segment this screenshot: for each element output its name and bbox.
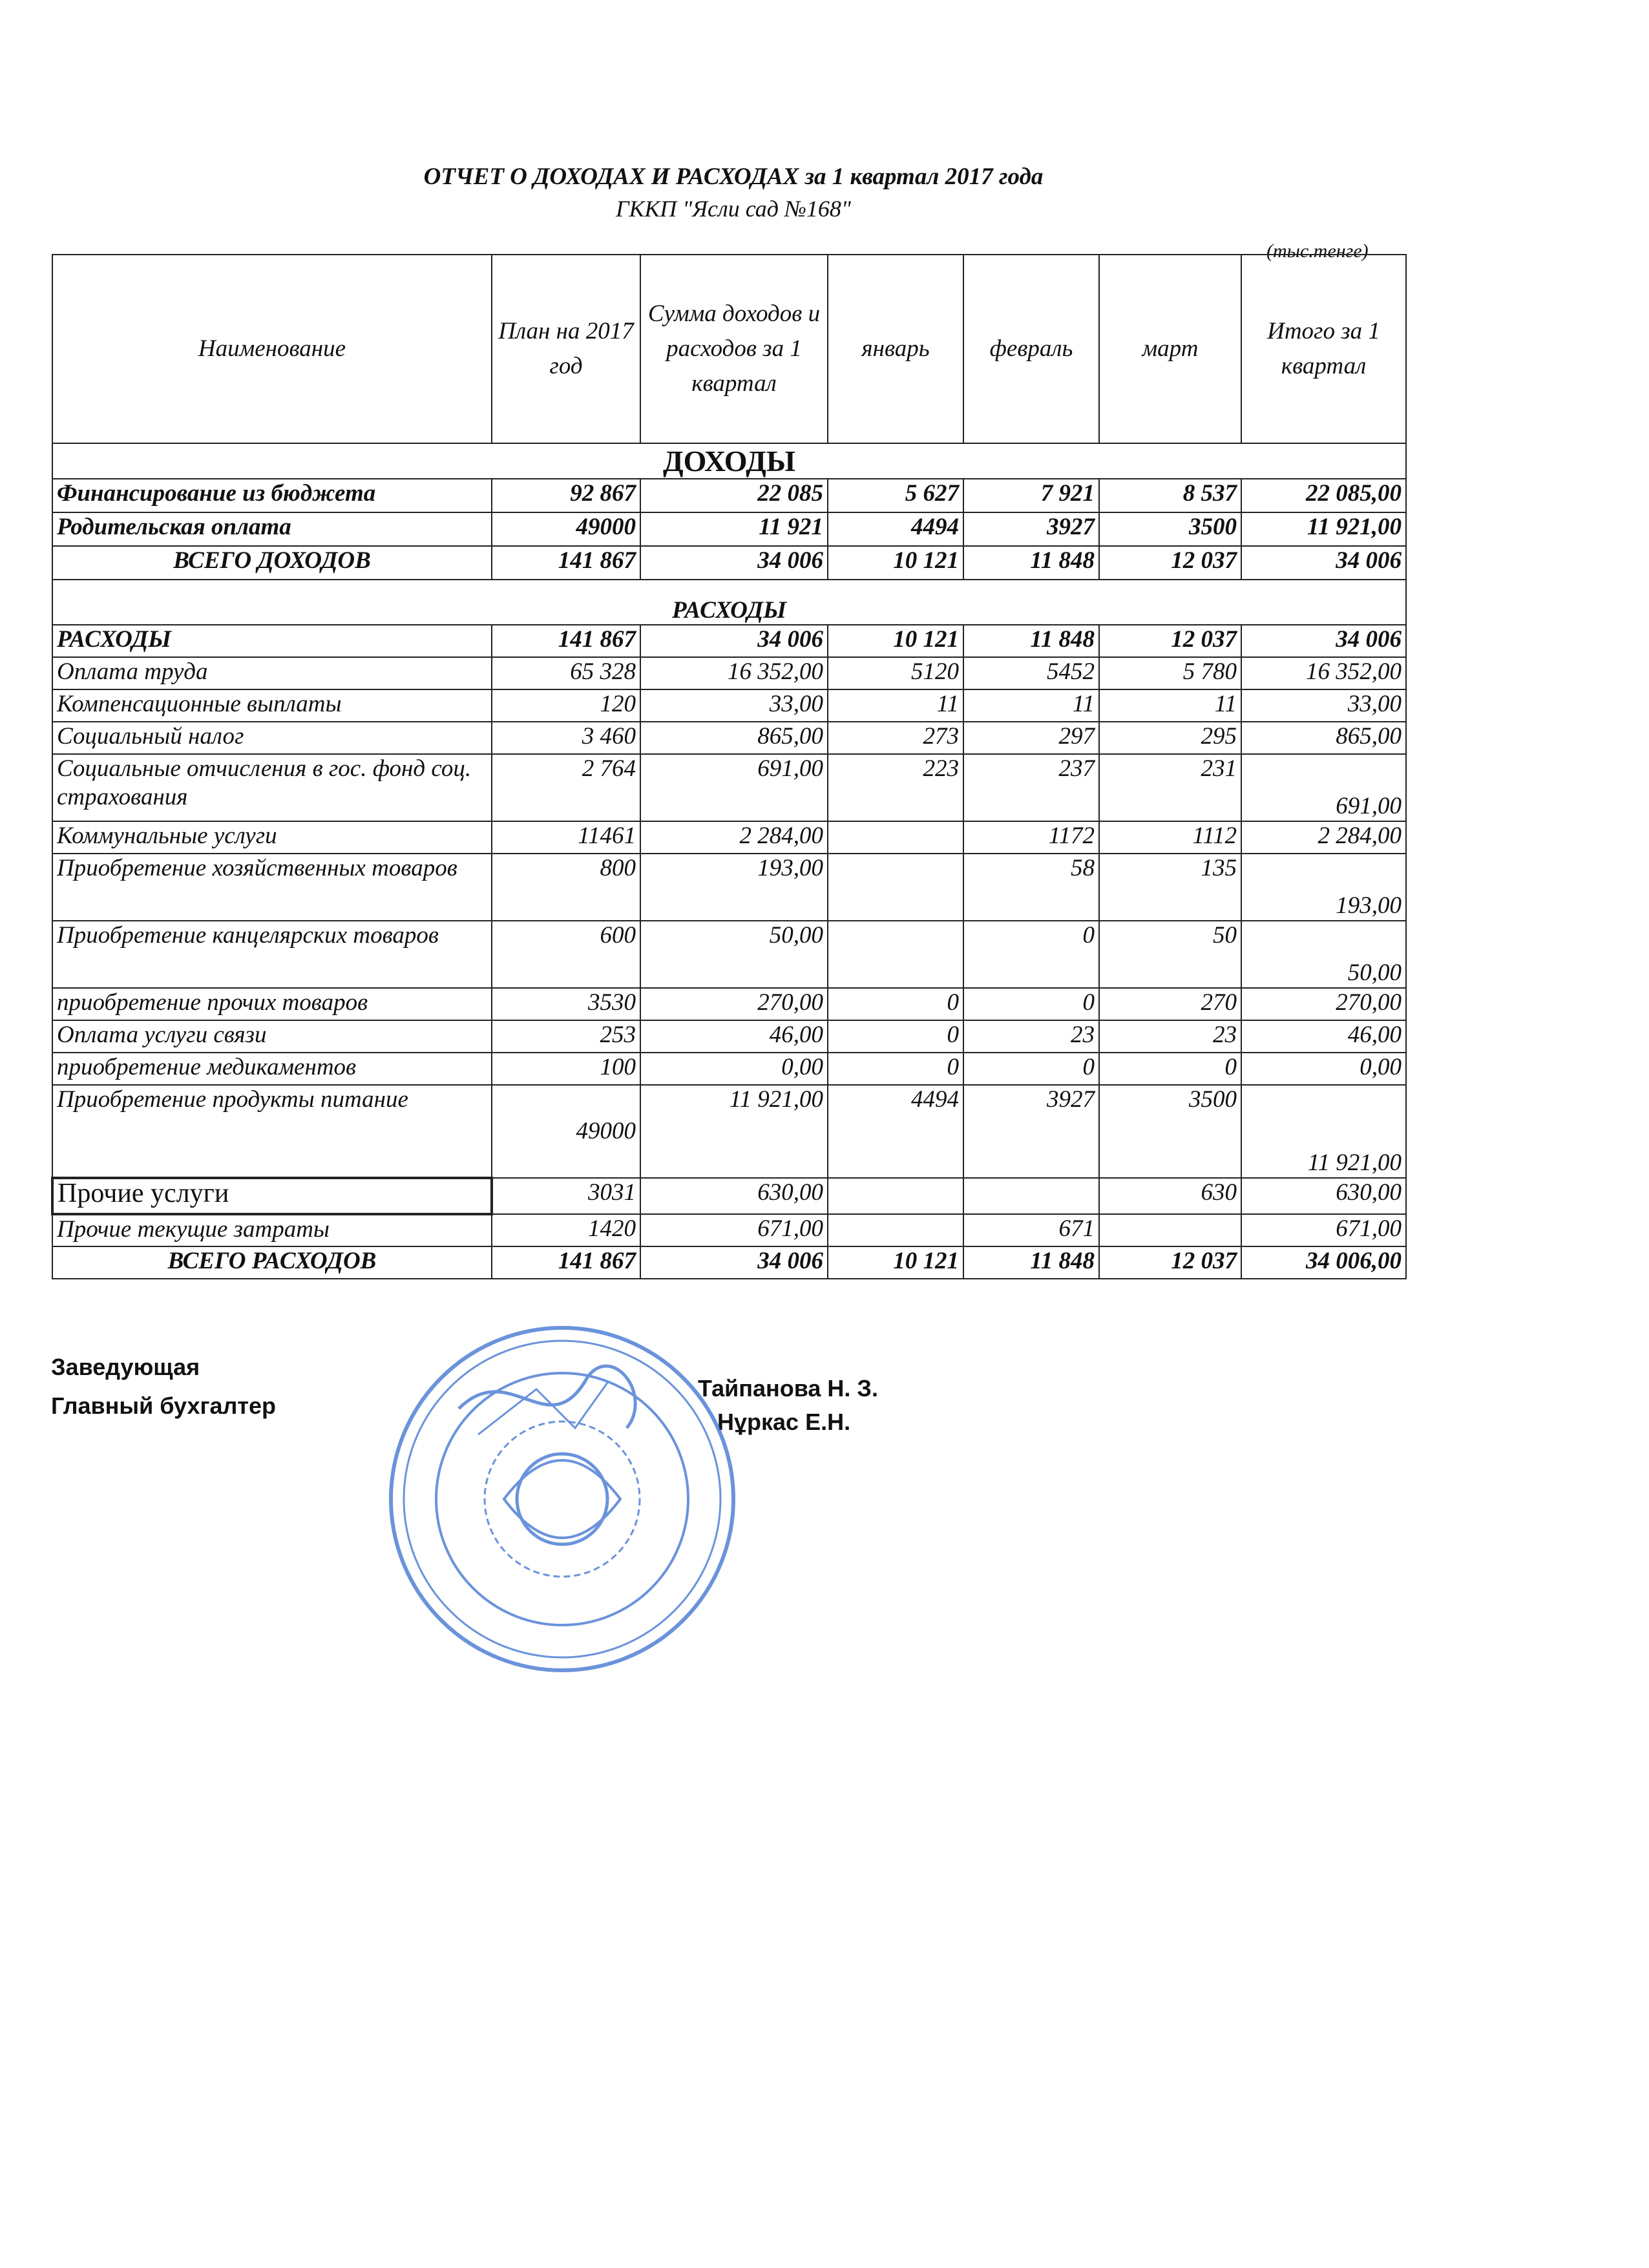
cell-value bbox=[1099, 1214, 1241, 1246]
cell-value: 253 bbox=[492, 1020, 640, 1053]
row-label: Приобретение канцелярских товаров bbox=[52, 921, 492, 988]
table-row bbox=[52, 689, 1406, 722]
table-row bbox=[52, 921, 1406, 988]
cell-value: 12 037 bbox=[1099, 546, 1241, 580]
cell-value: 34 006 bbox=[640, 546, 828, 580]
table-row bbox=[52, 625, 1406, 657]
cell-value: 46,00 bbox=[1241, 1020, 1406, 1053]
cell-value: 0 bbox=[963, 988, 1099, 1020]
cell-value: 273 bbox=[828, 722, 963, 754]
row-label: Финансирование из бюджета bbox=[52, 479, 492, 512]
units-label: (тыс.тенге) bbox=[1266, 240, 1369, 262]
cell-value: 0,00 bbox=[640, 1053, 828, 1085]
accountant-title: Главный бухгалтер bbox=[51, 1392, 277, 1419]
cell-value: 34 006 bbox=[640, 625, 828, 657]
cell-value: 0 bbox=[828, 1020, 963, 1053]
row-label: ВСЕГО ДОХОДОВ bbox=[52, 546, 492, 580]
cell-value: 11 bbox=[1099, 689, 1241, 722]
report-table bbox=[51, 254, 1407, 1279]
cell-value: 0 bbox=[963, 1053, 1099, 1085]
row-label: Родительская оплата bbox=[52, 512, 492, 546]
table-row bbox=[52, 988, 1406, 1020]
cell-value: 12 037 bbox=[1099, 1246, 1241, 1279]
table-row bbox=[52, 854, 1406, 921]
cell-value: 0 bbox=[828, 1053, 963, 1085]
cell-value: 3500 bbox=[1099, 512, 1241, 546]
cell-value: 3 460 bbox=[492, 722, 640, 754]
col-header-sum: Сумма доходов и расходов за 1 квартал bbox=[640, 255, 828, 443]
cell-value: 865,00 bbox=[640, 722, 828, 754]
cell-value: 270,00 bbox=[1241, 988, 1406, 1020]
cell-value: 5120 bbox=[828, 657, 963, 689]
cell-value: 691,00 bbox=[640, 754, 828, 821]
cell-value: 5452 bbox=[963, 657, 1099, 689]
cell-value: 0,00 bbox=[1241, 1053, 1406, 1085]
expense-section-row bbox=[52, 580, 1406, 625]
cell-value: 8 537 bbox=[1099, 479, 1241, 512]
cell-value: 630 bbox=[1099, 1178, 1241, 1214]
cell-value bbox=[828, 1178, 963, 1214]
cell-value: 11461 bbox=[492, 821, 640, 854]
cell-value bbox=[828, 854, 963, 921]
cell-value: 92 867 bbox=[492, 479, 640, 512]
cell-value: 141 867 bbox=[492, 625, 640, 657]
table-row bbox=[52, 821, 1406, 854]
cell-value: 3031 bbox=[492, 1178, 640, 1214]
row-label: Прочие текущие затраты bbox=[52, 1214, 492, 1246]
cell-value: 5 627 bbox=[828, 479, 963, 512]
table-row bbox=[52, 657, 1406, 689]
col-header-plan: План на 2017 год bbox=[492, 255, 640, 443]
cell-value: 1172 bbox=[963, 821, 1099, 854]
row-label: РАСХОДЫ bbox=[52, 625, 492, 657]
cell-value: 22 085,00 bbox=[1241, 479, 1406, 512]
cell-value: 3500 bbox=[1099, 1085, 1241, 1178]
cell-value: 270,00 bbox=[640, 988, 828, 1020]
cell-value: 3927 bbox=[963, 512, 1099, 546]
cell-value: 11 848 bbox=[963, 546, 1099, 580]
cell-value: 3530 bbox=[492, 988, 640, 1020]
cell-value: 34 006 bbox=[1241, 625, 1406, 657]
row-label: приобретение прочих товаров bbox=[52, 988, 492, 1020]
cell-value: 34 006 bbox=[1241, 546, 1406, 580]
table-row bbox=[52, 754, 1406, 821]
accountant-name: Нұркас Е.Н. bbox=[717, 1409, 851, 1435]
row-label: Оплата услуги связи bbox=[52, 1020, 492, 1053]
cell-value: 671 bbox=[963, 1214, 1099, 1246]
cell-value: 11 921,00 bbox=[1241, 512, 1406, 546]
row-label: приобретение медикаментов bbox=[52, 1053, 492, 1085]
cell-value: 49000 bbox=[492, 1085, 640, 1178]
cell-value: 0 bbox=[1099, 1053, 1241, 1085]
row-label: Социальные отчисления в гос. фонд соц. страхования bbox=[52, 754, 492, 821]
cell-value: 11 bbox=[963, 689, 1099, 722]
cell-value: 865,00 bbox=[1241, 722, 1406, 754]
cell-value: 120 bbox=[492, 689, 640, 722]
cell-value: 295 bbox=[1099, 722, 1241, 754]
cell-value: 237 bbox=[963, 754, 1099, 821]
header-row bbox=[52, 255, 1406, 443]
cell-value: 23 bbox=[1099, 1020, 1241, 1053]
cell-value: 50 bbox=[1099, 921, 1241, 988]
cell-value: 34 006,00 bbox=[1241, 1246, 1406, 1279]
official-seal-stamp bbox=[381, 1318, 743, 1680]
row-label: Приобретение хозяйственных товаров bbox=[52, 854, 492, 921]
cell-value bbox=[963, 1178, 1099, 1214]
income-section-row bbox=[52, 443, 1406, 479]
cell-value: 223 bbox=[828, 754, 963, 821]
head-name: Тайпанова Н. З. bbox=[698, 1375, 878, 1402]
cell-value: 231 bbox=[1099, 754, 1241, 821]
cell-value: 11 921 bbox=[640, 512, 828, 546]
table-row bbox=[52, 512, 1406, 546]
cell-value: 22 085 bbox=[640, 479, 828, 512]
cell-value: 2 284,00 bbox=[640, 821, 828, 854]
cell-value: 4494 bbox=[828, 512, 963, 546]
row-label: Социальный налог bbox=[52, 722, 492, 754]
cell-value: 671,00 bbox=[1241, 1214, 1406, 1246]
cell-value: 11 848 bbox=[963, 625, 1099, 657]
row-label: ВСЕГО РАСХОДОВ bbox=[52, 1246, 492, 1279]
income-section-title: ДОХОДЫ bbox=[52, 443, 1406, 479]
table-row bbox=[52, 1020, 1406, 1053]
cell-value: 1112 bbox=[1099, 821, 1241, 854]
cell-value: 23 bbox=[963, 1020, 1099, 1053]
cell-value: 2 284,00 bbox=[1241, 821, 1406, 854]
cell-value: 297 bbox=[963, 722, 1099, 754]
cell-value bbox=[828, 921, 963, 988]
cell-value: 16 352,00 bbox=[1241, 657, 1406, 689]
cell-value: 270 bbox=[1099, 988, 1241, 1020]
cell-value: 671,00 bbox=[640, 1214, 828, 1246]
cell-value: 46,00 bbox=[640, 1020, 828, 1053]
table-row bbox=[52, 722, 1406, 754]
col-header-mar: март bbox=[1099, 255, 1241, 443]
cell-value: 630,00 bbox=[640, 1178, 828, 1214]
row-label: Коммунальные услуги bbox=[52, 821, 492, 854]
col-header-total: Итого за 1 квартал bbox=[1241, 255, 1406, 443]
cell-value: 800 bbox=[492, 854, 640, 921]
table-row bbox=[52, 1214, 1406, 1246]
cell-value: 135 bbox=[1099, 854, 1241, 921]
cell-value: 3927 bbox=[963, 1085, 1099, 1178]
cell-value: 50,00 bbox=[640, 921, 828, 988]
row-label: Прочие услуги bbox=[52, 1178, 492, 1214]
table-row bbox=[52, 546, 1406, 580]
cell-value: 34 006 bbox=[640, 1246, 828, 1279]
cell-value: 11 921,00 bbox=[1241, 1085, 1406, 1178]
table-row bbox=[52, 1178, 1406, 1214]
report-subtitle: ГККП "Ясли сад №168" bbox=[615, 196, 852, 222]
cell-value: 193,00 bbox=[640, 854, 828, 921]
cell-value: 50,00 bbox=[1241, 921, 1406, 988]
table-row bbox=[52, 1246, 1406, 1279]
col-header-name: Наименование bbox=[52, 255, 492, 443]
cell-value: 58 bbox=[963, 854, 1099, 921]
cell-value: 600 bbox=[492, 921, 640, 988]
cell-value: 100 bbox=[492, 1053, 640, 1085]
cell-value: 65 328 bbox=[492, 657, 640, 689]
cell-value: 4494 bbox=[828, 1085, 963, 1178]
cell-value: 10 121 bbox=[828, 1246, 963, 1279]
cell-value: 33,00 bbox=[1241, 689, 1406, 722]
row-label: Компенсационные выплаты bbox=[52, 689, 492, 722]
cell-value: 141 867 bbox=[492, 1246, 640, 1279]
cell-value: 11 bbox=[828, 689, 963, 722]
cell-value: 691,00 bbox=[1241, 754, 1406, 821]
cell-value: 630,00 bbox=[1241, 1178, 1406, 1214]
cell-value: 0 bbox=[963, 921, 1099, 988]
cell-value: 10 121 bbox=[828, 625, 963, 657]
cell-value: 33,00 bbox=[640, 689, 828, 722]
cell-value: 0 bbox=[828, 988, 963, 1020]
cell-value: 16 352,00 bbox=[640, 657, 828, 689]
table-row bbox=[52, 1053, 1406, 1085]
cell-value: 7 921 bbox=[963, 479, 1099, 512]
cell-value: 12 037 bbox=[1099, 625, 1241, 657]
table-row bbox=[52, 479, 1406, 512]
expense-section-title: РАСХОДЫ bbox=[52, 580, 1406, 625]
cell-value: 49000 bbox=[492, 512, 640, 546]
report-title: ОТЧЕТ О ДОХОДАХ И РАСХОДАХ за 1 квартал 2017 года bbox=[423, 163, 1044, 190]
head-title: Заведующая bbox=[51, 1354, 200, 1380]
row-label: Приобретение продукты питание bbox=[52, 1085, 492, 1178]
cell-value: 2 764 bbox=[492, 754, 640, 821]
col-header-feb: февраль bbox=[963, 255, 1099, 443]
cell-value: 5 780 bbox=[1099, 657, 1241, 689]
cell-value: 11 921,00 bbox=[640, 1085, 828, 1178]
cell-value: 1420 bbox=[492, 1214, 640, 1246]
cell-value: 193,00 bbox=[1241, 854, 1406, 921]
cell-value: 11 848 bbox=[963, 1246, 1099, 1279]
cell-value bbox=[828, 1214, 963, 1246]
table-row bbox=[52, 1085, 1406, 1178]
row-label: Оплата труда bbox=[52, 657, 492, 689]
cell-value: 10 121 bbox=[828, 546, 963, 580]
cell-value: 141 867 bbox=[492, 546, 640, 580]
col-header-jan: январь bbox=[828, 255, 963, 443]
cell-value bbox=[828, 821, 963, 854]
